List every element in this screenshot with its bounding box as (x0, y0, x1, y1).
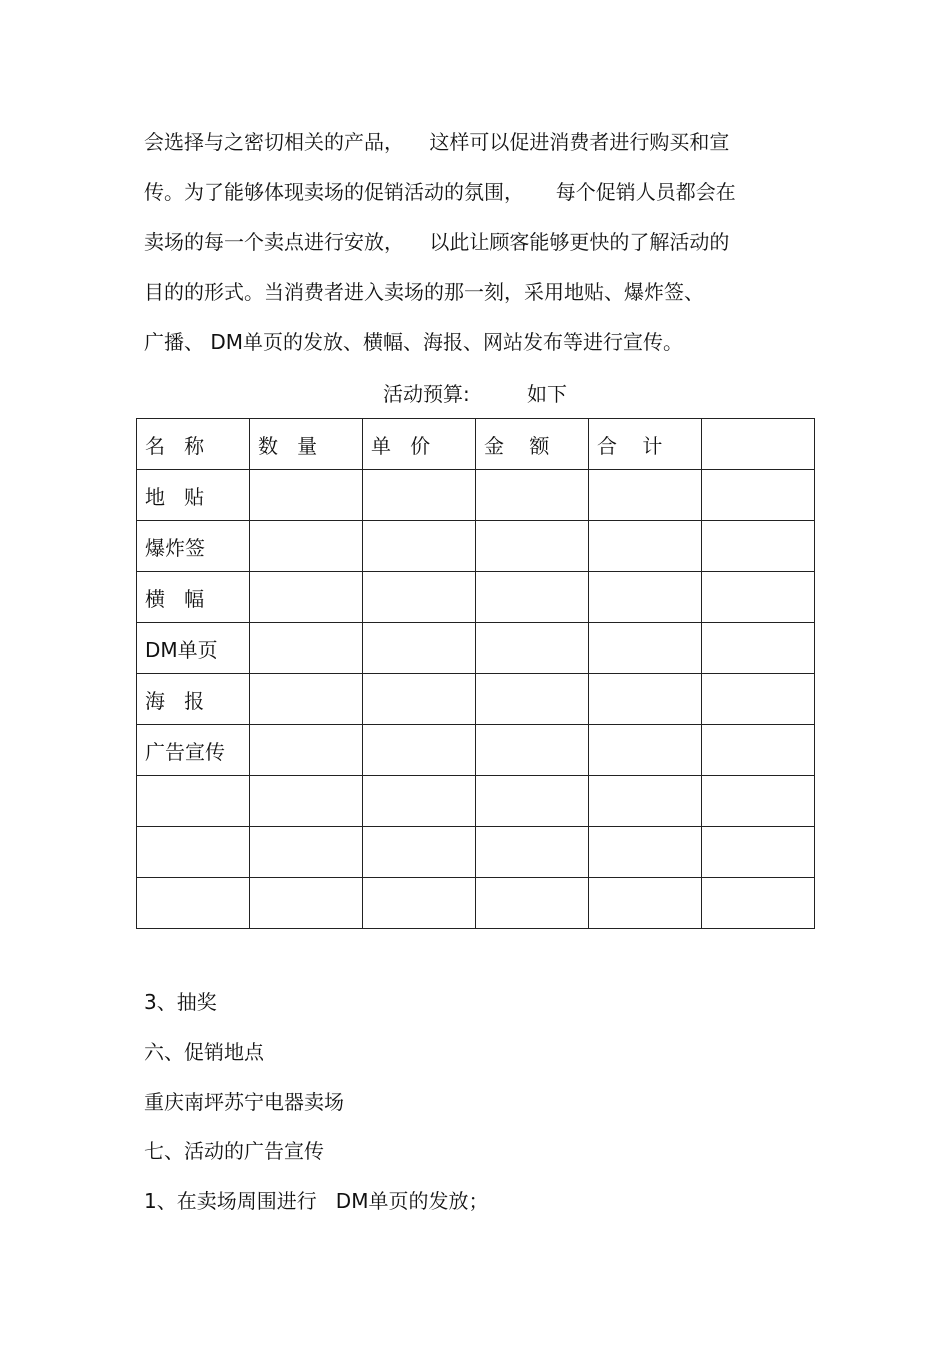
paragraph-line: 广播、 DM单页的发放、横幅、海报、网站发布等进行宣传。 (144, 330, 684, 354)
table-cell (476, 725, 589, 776)
table-row (137, 674, 815, 725)
table-row (137, 572, 815, 623)
table-row-label: 地 贴 (137, 470, 250, 521)
table-cell (250, 623, 363, 674)
table-row-label: DM单页 (137, 623, 250, 674)
section-line: 3、抽奖 (144, 990, 217, 1014)
table-header-cell: 名 称 (137, 419, 250, 470)
table-cell (589, 674, 702, 725)
budget-table (136, 418, 815, 929)
paragraph-line: 传。为了能够体现卖场的促销活动的氛围， 每个促销人员都会在 (144, 180, 736, 204)
table-header-cell (702, 419, 815, 470)
table-cell (476, 674, 589, 725)
table-cell (702, 623, 815, 674)
paragraph-line: 卖场的每一个卖点进行安放， 以此让顾客能够更快的了解活动的 (144, 230, 730, 254)
table-cell (250, 725, 363, 776)
table-header-cell: 合 计 (589, 419, 702, 470)
table-cell (702, 572, 815, 623)
table-cell (702, 470, 815, 521)
paragraph-line: 目的的形式。当消费者进入卖场的那一刻，采用地贴、爆炸签、 (144, 280, 704, 304)
table-cell (702, 521, 815, 572)
table-cell (363, 674, 476, 725)
budget-title: 活动预算: 如下 (383, 382, 567, 406)
table-cell (589, 521, 702, 572)
table-row (137, 521, 815, 572)
table-cell (250, 470, 363, 521)
table-header-cell: 单 价 (363, 419, 476, 470)
table-row-label: 横 幅 (137, 572, 250, 623)
table-cell (702, 725, 815, 776)
table-cell (589, 725, 702, 776)
table-row-label: 爆炸签 (137, 521, 250, 572)
section-heading: 七、活动的广告宣传 (144, 1139, 324, 1163)
table-row-label (137, 878, 250, 929)
table-cell (363, 623, 476, 674)
table-cell (476, 827, 589, 878)
table-cell (589, 827, 702, 878)
table-cell (363, 521, 476, 572)
table-row (137, 878, 815, 929)
table-cell (476, 776, 589, 827)
table-cell (250, 674, 363, 725)
table-cell (702, 878, 815, 929)
table-cell (363, 878, 476, 929)
table-row (137, 470, 815, 521)
table-cell (589, 623, 702, 674)
table-cell (702, 776, 815, 827)
table-cell (589, 470, 702, 521)
table-cell (363, 827, 476, 878)
table-cell (702, 827, 815, 878)
table-cell (363, 470, 476, 521)
table-row (137, 623, 815, 674)
table-cell (476, 572, 589, 623)
paragraph-line: 会选择与之密切相关的产品， 这样可以促进消费者进行购买和宣 (144, 130, 730, 154)
table-cell (589, 572, 702, 623)
table-row (137, 776, 815, 827)
table-cell (250, 572, 363, 623)
table-row (137, 827, 815, 878)
table-row (137, 725, 815, 776)
table-cell (702, 674, 815, 725)
table-row-label: 广告宣传 (137, 725, 250, 776)
table-cell (476, 470, 589, 521)
table-cell (476, 521, 589, 572)
table-cell (250, 827, 363, 878)
section-line: 1、在卖场周围进行 DM单页的发放； (144, 1189, 489, 1213)
table-cell (589, 776, 702, 827)
table-cell (250, 521, 363, 572)
table-row-label (137, 776, 250, 827)
table-cell (250, 878, 363, 929)
table-cell (589, 878, 702, 929)
table-cell (363, 572, 476, 623)
table-cell (250, 776, 363, 827)
table-header-cell: 金 额 (476, 419, 589, 470)
table-cell (476, 878, 589, 929)
section-heading: 六、促销地点 (144, 1040, 264, 1064)
table-cell (476, 623, 589, 674)
section-line: 重庆南坪苏宁电器卖场 (144, 1090, 344, 1114)
table-cell (363, 725, 476, 776)
table-cell (363, 776, 476, 827)
table-row-label: 海 报 (137, 674, 250, 725)
table-row-label (137, 827, 250, 878)
table-header-cell: 数 量 (250, 419, 363, 470)
table-header-row (137, 419, 815, 470)
